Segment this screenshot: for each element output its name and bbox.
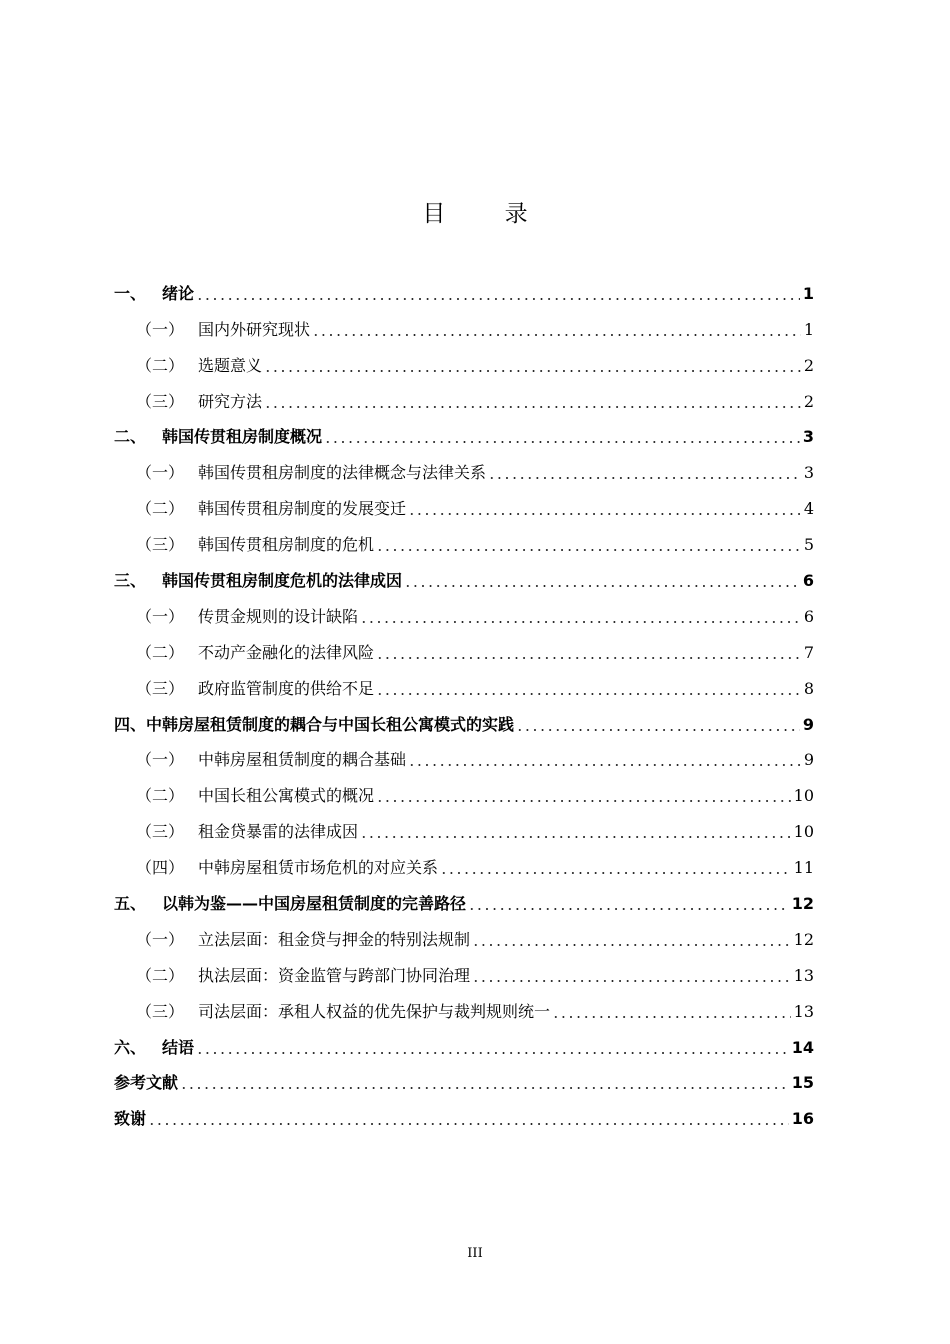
toc-dot-leader [440,872,791,874]
toc-entry-page: 15 [791,1073,814,1093]
toc-entry[interactable] [114,310,814,346]
toc-entry-title: 中国长租公寓模式的概况 [198,786,375,806]
toc-entry-page: 4 [803,499,814,519]
toc-entry-page: 13 [793,965,814,985]
toc-entry[interactable] [114,848,814,884]
toc-entry-number: （一） [136,750,185,770]
toc-dot-leader [180,1087,789,1089]
toc-entry-page: 6 [802,571,814,591]
toc-entry-page: 3 [803,463,814,483]
toc-entry-page: 14 [791,1037,814,1057]
toc-entry-number: （三） [136,1001,185,1021]
toc-entry-page: 6 [803,606,814,626]
toc-entry-title: 中韩房屋租赁市场危机的对应关系 [198,858,439,878]
toc-entry-title: 中韩房屋租赁制度的耦合基础 [198,750,407,770]
toc-entry-number: （四） [136,858,185,878]
toc-entry-page: 8 [803,678,814,698]
toc-entry-title: 国内外研究现状 [198,319,311,339]
toc-entry-title: 结语 [162,1037,195,1057]
toc-dot-leader [516,729,800,731]
toc-dot-leader [196,298,800,300]
toc-entry-title: 执法层面：资金监管与跨部门协同治理 [198,965,471,985]
toc-entry-title: 韩国传贯租房制度危机的法律成因 [162,571,403,591]
toc-dot-leader [376,657,801,659]
toc-entry-title: 以韩为鉴——中国房屋租赁制度的完善路径 [162,894,467,914]
toc-dot-leader [312,334,801,336]
toc-entry-number: 二、 [114,427,147,447]
toc-entry[interactable] [114,489,814,525]
toc-entry-page: 5 [803,535,814,555]
toc-entry-title: 租金贷暴雷的法律成因 [198,822,359,842]
toc-entry-title: 选题意义 [198,355,263,375]
toc-entry[interactable] [114,992,814,1028]
toc-entry-title: 韩国传贯租房制度概况 [162,427,323,447]
toc-entry[interactable] [114,705,814,741]
toc-entry[interactable] [114,561,814,597]
toc-entry[interactable] [114,382,814,418]
toc-entry-page: 3 [802,427,814,447]
toc-entry-page: 10 [793,822,814,842]
toc-entry-number: （一） [136,606,185,626]
toc-entry-title: 不动产金融化的法律风险 [198,642,375,662]
toc-entry-title: 司法层面：承租人权益的优先保护与裁判规则统一 [198,1001,551,1021]
toc-entry-number: （三） [136,678,185,698]
toc-entry-title: 政府监管制度的供给不足 [198,678,375,698]
toc-dot-leader [488,477,801,479]
toc-dot-leader [468,908,789,910]
toc-entry-number: （一） [136,929,185,949]
toc-entry-title: 致谢 [114,1109,147,1129]
toc-entry-page: 11 [793,858,814,878]
toc-entry[interactable] [114,597,814,633]
toc-dot-leader [472,944,791,946]
toc-entry[interactable] [114,453,814,489]
toc-entry-title: 传贯金规则的设计缺陷 [198,606,359,626]
toc-entry-number: 一、 [114,283,147,303]
toc-entry[interactable] [114,525,814,561]
toc-dot-leader [196,1052,789,1054]
toc-entry-number: （二） [136,965,185,985]
toc-entry[interactable] [114,418,814,454]
toc-entry-number: （三） [136,822,185,842]
toc-entry-page: 2 [803,355,814,375]
toc-entry[interactable] [114,920,814,956]
toc-entry-page: 12 [791,894,814,914]
toc-entry-title: 韩国传贯租房制度的发展变迁 [198,499,407,519]
toc-entry[interactable] [114,1099,814,1135]
toc-entry-number: （一） [136,463,185,483]
toc-entry-title: 研究方法 [198,391,263,411]
page-title: 目 录 [422,201,554,227]
toc-entry-number: （一） [136,319,185,339]
toc-dot-leader [408,764,801,766]
toc-entry-title: 韩国传贯租房制度的危机 [198,535,375,555]
toc-entry-number: （三） [136,535,185,555]
toc-dot-leader [552,1016,791,1018]
toc-entry-page: 9 [802,714,814,734]
toc-entry-title: 立法层面：租金贷与押金的特别法规制 [198,929,471,949]
toc-entry[interactable] [114,1028,814,1064]
toc-entry[interactable] [114,274,814,310]
toc-entry-page: 2 [803,391,814,411]
toc-entry-title: 韩国传贯租房制度的法律概念与法律关系 [198,463,487,483]
toc-dot-leader [264,370,801,372]
toc-dot-leader [264,406,801,408]
toc-dot-leader [408,513,801,515]
toc-entry[interactable] [114,346,814,382]
table-of-contents [114,274,814,1135]
toc-entry-number: （二） [136,499,185,519]
toc-entry-number: 六、 [114,1037,147,1057]
toc-entry-page: 13 [793,1001,814,1021]
toc-dot-leader [376,800,791,802]
toc-entry[interactable] [114,884,814,920]
toc-dot-leader [376,549,801,551]
toc-entry-title: 参考文献 [114,1073,179,1093]
toc-entry-page: 12 [793,929,814,949]
toc-entry[interactable] [114,776,814,812]
toc-dot-leader [360,621,801,623]
toc-entry-page: 10 [793,786,814,806]
toc-entry[interactable] [114,1064,814,1100]
toc-entry[interactable] [114,956,814,992]
toc-entry-number: （二） [136,786,185,806]
toc-entry-page: 7 [803,642,814,662]
toc-dot-leader [376,693,801,695]
toc-entry-page: 1 [802,283,814,303]
toc-entry-title: 绪论 [162,283,195,303]
toc-entry-page: 1 [803,319,814,339]
toc-entry-number: 三、 [114,571,147,591]
toc-dot-leader [360,836,791,838]
toc-dot-leader [324,441,800,443]
toc-entry-number: （三） [136,391,185,411]
toc-entry[interactable] [114,669,814,705]
page-number: III [467,1246,483,1261]
toc-entry-number: （二） [136,642,185,662]
toc-entry[interactable] [114,741,814,777]
toc-entry[interactable] [114,633,814,669]
toc-entry-page: 9 [803,750,814,770]
toc-entry-title: 四、中韩房屋租赁制度的耦合与中国长租公寓模式的实践 [114,714,515,734]
toc-entry-number: 五、 [114,894,147,914]
toc-dot-leader [148,1123,789,1125]
toc-entry-number: （二） [136,355,185,375]
toc-entry[interactable] [114,812,814,848]
toc-dot-leader [472,980,791,982]
toc-entry-page: 16 [791,1109,814,1129]
toc-dot-leader [404,585,800,587]
